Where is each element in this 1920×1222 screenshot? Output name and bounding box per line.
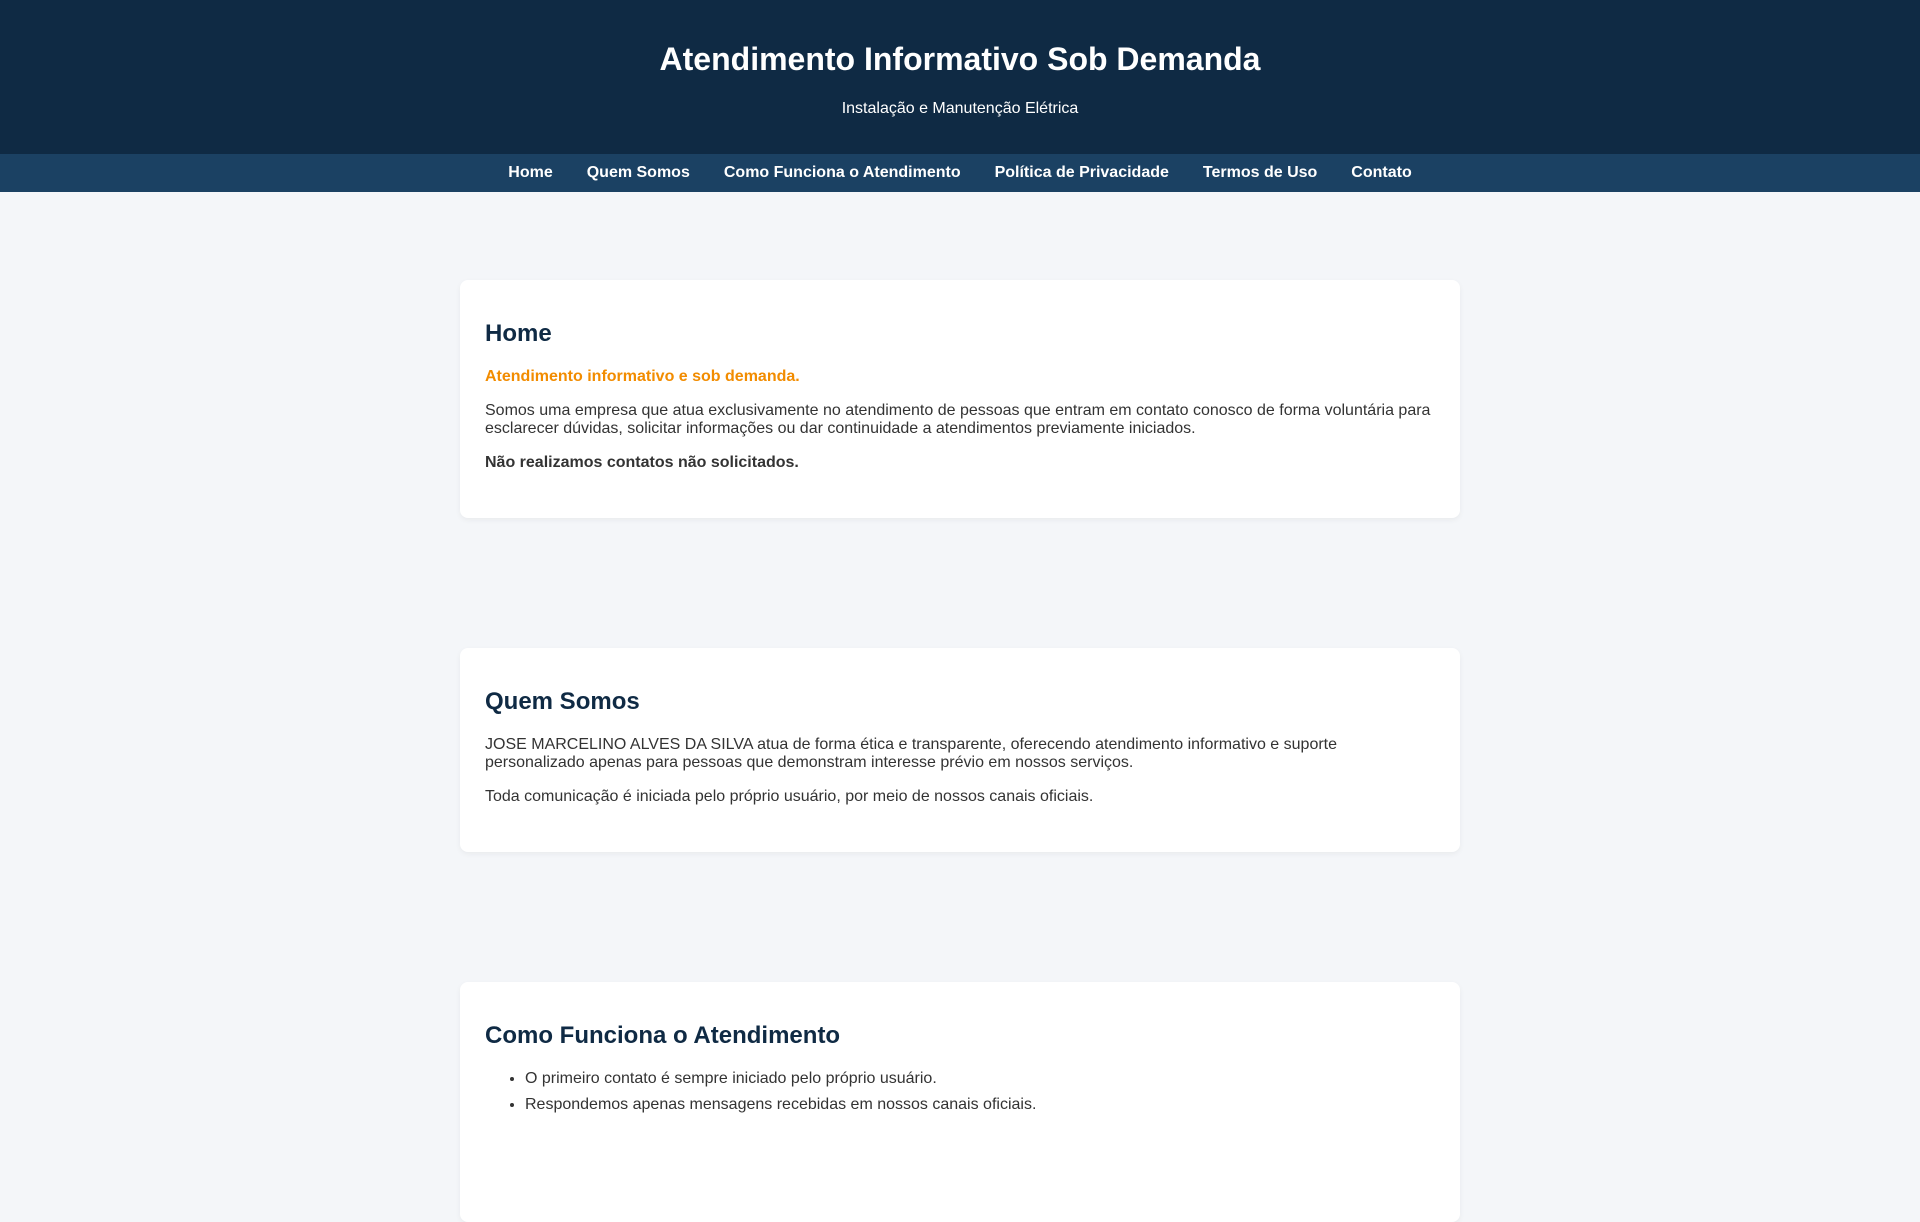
about-section bbox=[460, 648, 1460, 852]
nav-item-home[interactable]: Home bbox=[508, 164, 553, 181]
about-title: Quem Somos bbox=[485, 688, 640, 715]
main-content bbox=[460, 192, 1460, 1222]
about-paragraph-2: Toda comunicação é iniciada pelo próprio usuário, por meio de nossos canais oficiais. bbox=[485, 788, 1094, 805]
home-notice: Não realizamos contatos não solicitados. bbox=[485, 454, 799, 471]
home-section bbox=[460, 280, 1460, 518]
nav-item-termos-uso[interactable]: Termos de Uso bbox=[1202, 164, 1318, 181]
nav-item-quem-somos[interactable]: Quem Somos bbox=[586, 164, 690, 181]
nav-item-como-funciona[interactable]: Como Funciona o Atendimento bbox=[723, 164, 961, 181]
how-it-works-list bbox=[485, 1070, 1435, 1114]
how-it-works-section bbox=[460, 982, 1460, 1222]
home-highlight: Atendimento informativo e sob demanda. bbox=[485, 368, 800, 385]
home-title: Home bbox=[485, 320, 552, 347]
list-item: • O primeiro contato é sempre iniciado pelo próprio usuário. bbox=[525, 1070, 1435, 1088]
about-paragraph-1: JOSE MARCELINO ALVES DA SILVA atua de forma ética e transparente, oferecendo atendimento informativo e suporte personalizado apenas para pessoas que demonstram interesse prévio em nossos serviços. bbox=[485, 736, 1338, 771]
site-subtitle: Instalação e Manutenção Elétrica bbox=[841, 100, 1079, 117]
list-item: • Respondemos apenas mensagens recebidas em nossos canais oficiais. bbox=[525, 1096, 1435, 1114]
nav-item-politica-privacidade[interactable]: Política de Privacidade bbox=[994, 164, 1169, 181]
how-it-works-title: Como Funciona o Atendimento bbox=[485, 1022, 841, 1049]
site-header bbox=[0, 0, 1920, 154]
nav-item-contato[interactable]: Contato bbox=[1351, 164, 1412, 181]
home-description: Somos uma empresa que atua exclusivamente no atendimento de pessoas que entram em contato conosco de forma voluntária para esclarecer dúvidas, solicitar informações ou dar continuidade a atendimentos previamente iniciados. bbox=[485, 402, 1431, 437]
main-nav bbox=[0, 154, 1920, 192]
site-title: Atendimento Informativo Sob Demanda bbox=[659, 41, 1261, 77]
